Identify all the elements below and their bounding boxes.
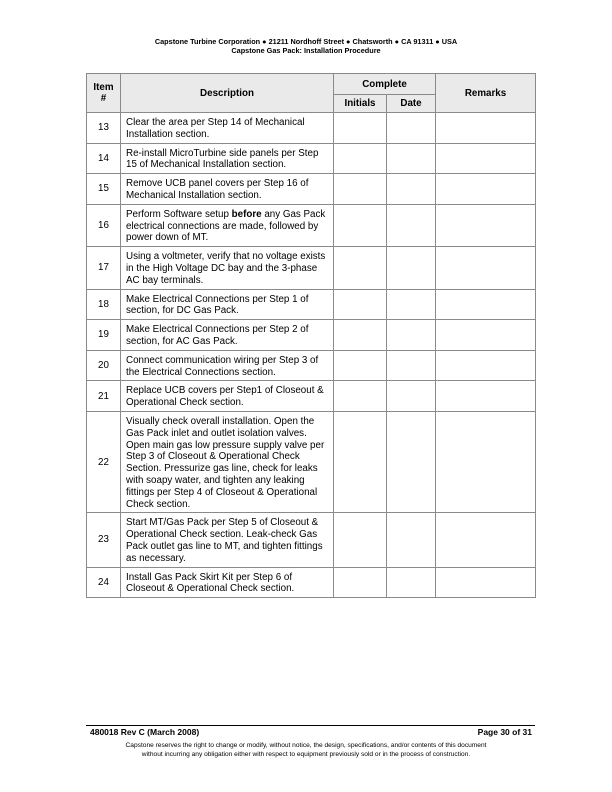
initials-cell <box>334 513 387 567</box>
initials-cell <box>334 411 387 512</box>
footer-disclaimer <box>0 742 612 759</box>
table-row <box>87 289 536 320</box>
item-number: 20 <box>87 350 121 381</box>
item-number: 21 <box>87 381 121 412</box>
item-description <box>121 204 334 246</box>
date-cell <box>387 289 436 320</box>
item-description: Clear the area per Step 14 of Mechanical Installation section. <box>121 113 334 144</box>
date-cell <box>387 247 436 289</box>
item-description: Using a voltmeter, verify that no voltage exists in the High Voltage DC bay and the 3-phase AC bay terminals. <box>121 247 334 289</box>
item-number: 18 <box>87 289 121 320</box>
item-description: Make Electrical Connections per Step 2 of section, for AC Gas Pack. <box>121 320 334 351</box>
item-number: 23 <box>87 513 121 567</box>
remarks-cell <box>436 567 536 598</box>
item-description: Remove UCB panel covers per Step 16 of Mechanical Installation section. <box>121 174 334 205</box>
emphasis-text: before <box>231 208 262 220</box>
initials-cell <box>334 247 387 289</box>
date-cell <box>387 113 436 144</box>
company-address: Capstone Turbine Corporation ● 21211 Nordhoff Street ● Chatsworth ● CA 91311 ● USA <box>154 37 458 46</box>
initials-header: Initials <box>334 95 387 113</box>
item-number: 17 <box>87 247 121 289</box>
item-description: Start MT/Gas Pack per Step 5 of Closeout & Operational Check section. Leak-check Gas Pack outlet gas line to MT, and tighten fittings as necessary. <box>121 513 334 567</box>
table-row <box>87 320 536 351</box>
table-row <box>87 174 536 205</box>
page-header <box>0 37 612 55</box>
item-description: Install Gas Pack Skirt Kit per Step 6 of Closeout & Operational Check section. <box>121 567 334 598</box>
initials-cell <box>334 381 387 412</box>
item-number: 24 <box>87 567 121 598</box>
date-cell <box>387 174 436 205</box>
description-text: Perform Software setup <box>126 208 232 220</box>
table-row <box>87 113 536 144</box>
date-cell <box>387 350 436 381</box>
date-cell <box>387 381 436 412</box>
date-cell <box>387 513 436 567</box>
installation-checklist-table <box>86 73 536 598</box>
remarks-cell <box>436 289 536 320</box>
date-cell <box>387 411 436 512</box>
remarks-cell <box>436 411 536 512</box>
item-number: 13 <box>87 113 121 144</box>
page-number: Page 30 of 31 <box>477 727 532 737</box>
item-description: Replace UCB covers per Step1 of Closeout & Operational Check section. <box>121 381 334 412</box>
remarks-cell <box>436 513 536 567</box>
complete-header: Complete <box>334 74 436 95</box>
initials-cell <box>334 567 387 598</box>
item-description: Make Electrical Connections per Step 1 of section, for DC Gas Pack. <box>121 289 334 320</box>
document-title: Capstone Gas Pack: Installation Procedure <box>231 46 381 55</box>
remarks-cell <box>436 113 536 144</box>
remarks-header: Remarks <box>436 74 536 113</box>
footer-divider <box>86 725 535 726</box>
item-number: 19 <box>87 320 121 351</box>
date-cell <box>387 204 436 246</box>
remarks-cell <box>436 381 536 412</box>
initials-cell <box>334 350 387 381</box>
remarks-cell <box>436 350 536 381</box>
item-description: Visually check overall installation. Open the Gas Pack inlet and outlet isolation valves. Open main gas low pressure supply valve per Step 3 of Closeout & Operational Check Section. Pressurize gas line, check for leaks with soapy water, and tighten any leaking fittings per Step 4 of Closeout & Operational Check section. <box>121 411 334 512</box>
date-cell <box>387 320 436 351</box>
initials-cell <box>334 289 387 320</box>
table-row <box>87 143 536 174</box>
item-number: 14 <box>87 143 121 174</box>
item-description: Re-install MicroTurbine side panels per Step 15 of Mechanical Installation section. <box>121 143 334 174</box>
description-header: Description <box>121 74 334 113</box>
remarks-cell <box>436 174 536 205</box>
item-number: 22 <box>87 411 121 512</box>
initials-cell <box>334 320 387 351</box>
remarks-cell <box>436 143 536 174</box>
date-cell <box>387 143 436 174</box>
initials-cell <box>334 174 387 205</box>
date-cell <box>387 567 436 598</box>
document-number: 480018 Rev C (March 2008) <box>90 727 200 737</box>
table-row <box>87 411 536 512</box>
table-row <box>87 204 536 246</box>
initials-cell <box>334 113 387 144</box>
remarks-cell <box>436 247 536 289</box>
table-row <box>87 381 536 412</box>
remarks-cell <box>436 320 536 351</box>
remarks-cell <box>436 204 536 246</box>
table-row <box>87 350 536 381</box>
initials-cell <box>334 204 387 246</box>
disclaimer-line: Capstone reserves the right to change or modify, without notice, the design, specifications, and/or contents of this document <box>125 742 487 749</box>
table-row <box>87 247 536 289</box>
initials-cell <box>334 143 387 174</box>
description-text: any Gas Pack electrical connections are made, followed by power down of MT. <box>126 208 326 244</box>
date-header: Date <box>387 95 436 113</box>
item-number: 16 <box>87 204 121 246</box>
disclaimer-line: without incurring any obligation either with respect to equipment previously sold or in the process of construction. <box>141 750 471 758</box>
item-number: 15 <box>87 174 121 205</box>
table-row <box>87 567 536 598</box>
table-row <box>87 513 536 567</box>
item-description: Connect communication wiring per Step 3 of the Electrical Connections section. <box>121 350 334 381</box>
item-number-header: Item # <box>87 74 121 113</box>
